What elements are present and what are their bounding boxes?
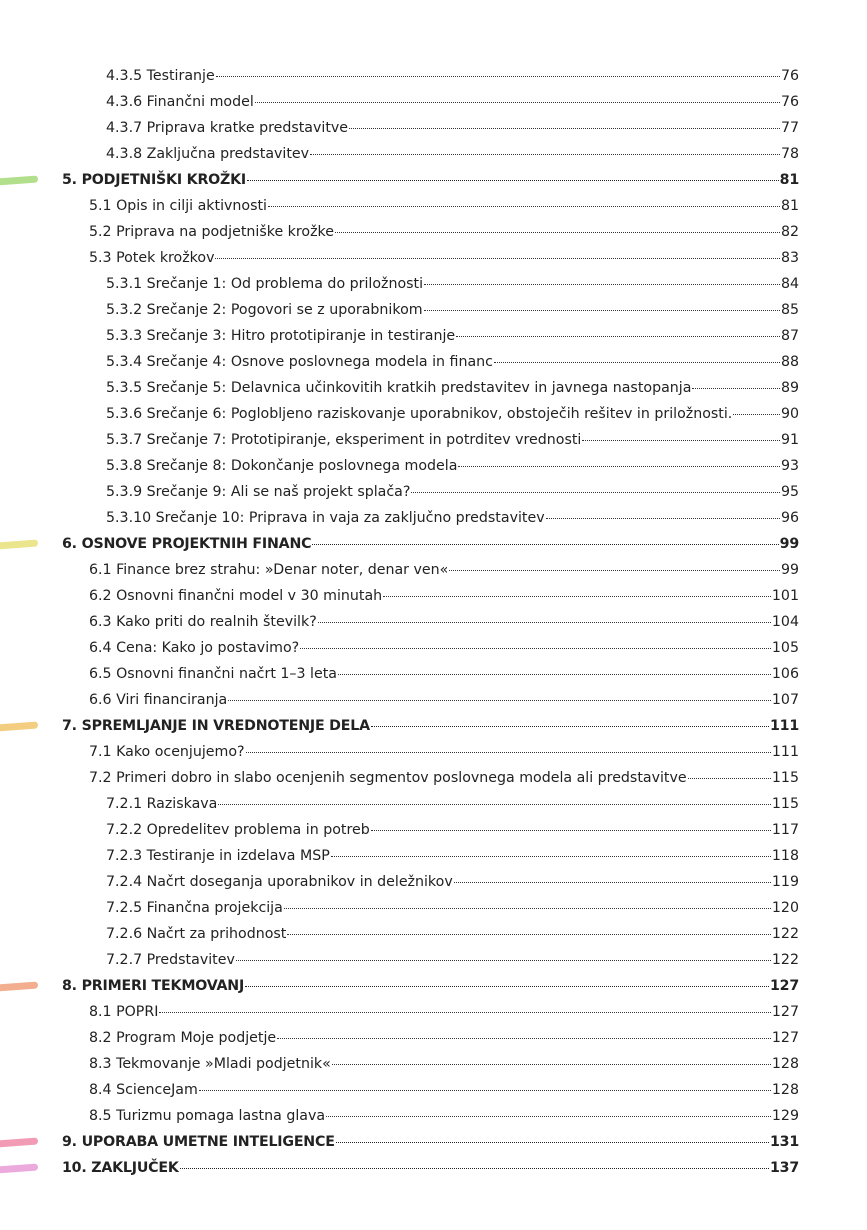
toc-entry: [106, 141, 799, 167]
toc-page-number: 127: [771, 1030, 799, 1046]
toc-page-number: 127: [769, 978, 799, 994]
toc-page-number: 115: [771, 796, 799, 812]
toc-entry: [106, 843, 799, 869]
toc-entry: [106, 323, 799, 349]
toc-entry-row[interactable]: [0, 349, 867, 375]
toc-entry: [106, 869, 799, 895]
toc-entry-row[interactable]: [0, 89, 867, 115]
toc-entry-title: 8. PRIMERI TEKMOVANJ: [62, 978, 245, 994]
toc-entry: [62, 531, 799, 557]
toc-entry-row[interactable]: [0, 1103, 867, 1129]
highlighter-mark: [0, 1138, 38, 1148]
toc-entry-row[interactable]: [0, 635, 867, 661]
toc-entry-title: 7.2.6 Načrt za prihodnost: [106, 926, 287, 942]
dot-leader: [336, 1142, 769, 1143]
toc-entry-title: 5.3 Potek krožkov: [89, 250, 215, 266]
toc-entry-row[interactable]: [0, 323, 867, 349]
toc-entry-title: 7.2.5 Finančna projekcija: [106, 900, 283, 916]
toc-page-number: 95: [780, 484, 799, 500]
toc-entry: [106, 271, 799, 297]
toc-entry: [89, 661, 799, 687]
toc-page-number: 99: [779, 536, 799, 552]
toc-entry: [62, 1129, 799, 1155]
toc-entry-row[interactable]: [0, 921, 867, 947]
toc-page-number: 119: [771, 874, 799, 890]
toc-entry: [106, 791, 799, 817]
toc-entry: [89, 1025, 799, 1051]
dot-leader: [424, 310, 780, 311]
toc-entry-row[interactable]: [0, 999, 867, 1025]
dot-leader: [582, 440, 780, 441]
toc-entry: [62, 167, 799, 193]
toc-entry: [89, 999, 799, 1025]
toc-page-number: 128: [771, 1082, 799, 1098]
toc-entry-title: 6.1 Finance brez strahu: »Denar noter, denar ven«: [89, 562, 449, 578]
dot-leader: [218, 804, 771, 805]
toc-entry-row[interactable]: [0, 375, 867, 401]
toc-page-number: 106: [771, 666, 799, 682]
toc-page-number: 105: [771, 640, 799, 656]
dot-leader: [326, 1116, 771, 1117]
dot-leader: [456, 336, 780, 337]
toc-page-number: 84: [780, 276, 799, 292]
dot-leader: [287, 934, 771, 935]
toc-entry-row[interactable]: [0, 193, 867, 219]
dot-leader: [424, 284, 780, 285]
toc-page-number: 115: [771, 770, 799, 786]
toc-entry: [106, 115, 799, 141]
toc-page-number: 122: [771, 952, 799, 968]
toc-page-number: 101: [771, 588, 799, 604]
dot-leader: [310, 154, 780, 155]
toc-entry-title: 5.3.1 Srečanje 1: Od problema do priložnosti: [106, 276, 424, 292]
dot-leader: [284, 908, 771, 909]
toc-page-number: 111: [769, 718, 799, 734]
toc-page-number: 131: [769, 1134, 799, 1150]
dot-leader: [228, 700, 771, 701]
toc-page-number: 107: [771, 692, 799, 708]
dot-leader: [688, 778, 771, 779]
toc-entry-row[interactable]: [0, 427, 867, 453]
toc-page-number: 87: [780, 328, 799, 344]
toc-entry-title: 7.2.1 Raziskava: [106, 796, 218, 812]
toc-entry-row[interactable]: [0, 947, 867, 973]
toc-entry: [106, 947, 799, 973]
toc-page-number: 81: [779, 172, 799, 188]
toc-entry-title: 6. OSNOVE PROJEKTNIH FINANC: [62, 536, 312, 552]
toc-entry-title: 7. SPREMLJANJE IN VREDNOTENJE DELA: [62, 718, 370, 734]
toc-entry: [89, 687, 799, 713]
dot-leader: [331, 856, 771, 857]
toc-entry: [62, 713, 799, 739]
highlighter-mark: [0, 540, 38, 550]
toc-entry: [106, 921, 799, 947]
dot-leader: [349, 128, 780, 129]
toc-entry-title: 10. ZAKLJUČEK: [62, 1160, 179, 1176]
toc-entry-title: 6.6 Viri financiranja: [89, 692, 228, 708]
toc-chapter-row[interactable]: [0, 713, 867, 739]
toc-entry: [89, 219, 799, 245]
dot-leader: [411, 492, 780, 493]
toc-entry: [89, 609, 799, 635]
toc-entry-row[interactable]: [0, 609, 867, 635]
toc-entry: [89, 1103, 799, 1129]
toc-page-number: 85: [780, 302, 799, 318]
toc-page-number: 78: [780, 146, 799, 162]
highlighter-mark: [0, 722, 38, 732]
toc-page-number: 120: [771, 900, 799, 916]
toc-entry-title: 6.5 Osnovni finančni načrt 1–3 leta: [89, 666, 337, 682]
toc-entry: [89, 1051, 799, 1077]
toc-page-number: 88: [780, 354, 799, 370]
dot-leader: [312, 544, 778, 545]
toc-entry-title: 7.1 Kako ocenjujemo?: [89, 744, 245, 760]
toc-entry-title: 8.4 ScienceJam: [89, 1082, 198, 1098]
toc-entry-row[interactable]: [0, 271, 867, 297]
toc-entry: [106, 349, 799, 375]
toc-page-number: 90: [780, 406, 799, 422]
toc-page-number: 89: [780, 380, 799, 396]
toc-page-number: 96: [780, 510, 799, 526]
toc-chapter-row[interactable]: [0, 1155, 867, 1181]
toc-entry: [89, 557, 799, 583]
toc-entry-row[interactable]: [0, 765, 867, 791]
dot-leader: [215, 258, 779, 259]
dot-leader: [246, 752, 771, 753]
toc-entry: [89, 1077, 799, 1103]
toc-entry-row[interactable]: [0, 895, 867, 921]
toc-entry-row[interactable]: [0, 817, 867, 843]
toc-entry: [62, 973, 799, 999]
toc-entry-title: 8.2 Program Moje podjetje: [89, 1030, 277, 1046]
toc-entry-title: 5.3.5 Srečanje 5: Delavnica učinkovitih kratkih predstavitev in javnega nastopanja: [106, 380, 692, 396]
dot-leader: [247, 180, 779, 181]
toc-entry: [106, 375, 799, 401]
dot-leader: [180, 1168, 769, 1169]
toc-page-number: 122: [771, 926, 799, 942]
toc-entry-title: 7.2.2 Opredelitev problema in potreb: [106, 822, 370, 838]
highlighter-mark: [0, 982, 38, 992]
dot-leader: [335, 232, 780, 233]
toc-entry-row[interactable]: [0, 63, 867, 89]
dot-leader: [383, 596, 771, 597]
toc-entry-row[interactable]: [0, 453, 867, 479]
toc-entry-title: 8.1 POPRI: [89, 1004, 159, 1020]
toc-entry-row[interactable]: [0, 687, 867, 713]
toc-entry: [106, 427, 799, 453]
toc-entry: [106, 895, 799, 921]
dot-leader: [245, 986, 769, 987]
toc-entry: [106, 63, 799, 89]
toc-entry-row[interactable]: [0, 245, 867, 271]
toc-entry-title: 4.3.8 Zaključna predstavitev: [106, 146, 310, 162]
dot-leader: [692, 388, 780, 389]
dot-leader: [159, 1012, 771, 1013]
dot-leader: [454, 882, 771, 883]
toc-entry-title: 5.3.7 Srečanje 7: Prototipiranje, eksperiment in potrditev vrednosti: [106, 432, 582, 448]
toc-entry: [106, 817, 799, 843]
toc-page-number: 82: [780, 224, 799, 240]
toc-entry-row[interactable]: [0, 583, 867, 609]
toc-entry-title: 7.2.7 Predstavitev: [106, 952, 235, 968]
toc-entry-row[interactable]: [0, 557, 867, 583]
dot-leader: [300, 648, 771, 649]
toc-entry-title: 6.3 Kako priti do realnih številk?: [89, 614, 317, 630]
toc-entry-row[interactable]: [0, 843, 867, 869]
toc-entry-title: 5.3.9 Srečanje 9: Ali se naš projekt splača?: [106, 484, 411, 500]
toc-entry-title: 5.3.3 Srečanje 3: Hitro prototipiranje in testiranje: [106, 328, 456, 344]
dot-leader: [199, 1090, 771, 1091]
toc-entry: [106, 479, 799, 505]
toc-entry-title: 7.2.3 Testiranje in izdelava MSP: [106, 848, 330, 864]
toc-entry-title: 5.3.10 Srečanje 10: Priprava in vaja za zaključno predstavitev: [106, 510, 545, 526]
toc-entry-title: 5.3.6 Srečanje 6: Poglobljeno raziskovanje uporabnikov, obstoječih rešitev in priložnosti.: [106, 406, 733, 422]
dot-leader: [449, 570, 780, 571]
toc-entry-title: 4.3.5 Testiranje: [106, 68, 215, 84]
toc-entry: [106, 505, 799, 531]
dot-leader: [318, 622, 771, 623]
toc-page-number: 129: [771, 1108, 799, 1124]
dot-leader: [332, 1064, 771, 1065]
toc-entry-row[interactable]: [0, 791, 867, 817]
toc-entry-title: 7.2.4 Načrt doseganja uporabnikov in deležnikov: [106, 874, 453, 890]
toc-entry-row[interactable]: [0, 401, 867, 427]
toc-entry: [89, 635, 799, 661]
toc-entry: [89, 583, 799, 609]
toc-entry-title: 8.5 Turizmu pomaga lastna glava: [89, 1108, 326, 1124]
toc-entry-title: 9. UPORABA UMETNE INTELIGENCE: [62, 1134, 335, 1150]
toc-page-number: 118: [771, 848, 799, 864]
toc-page-number: 77: [780, 120, 799, 136]
toc-entry-row[interactable]: [0, 141, 867, 167]
toc-entry-row[interactable]: [0, 739, 867, 765]
toc-entry-row[interactable]: [0, 297, 867, 323]
toc-entry-title: 5.1 Opis in cilji aktivnosti: [89, 198, 267, 214]
toc-entry-row[interactable]: [0, 505, 867, 531]
toc-page-number: 91: [780, 432, 799, 448]
toc-page-number: 99: [780, 562, 799, 578]
toc-entry-title: 6.4 Cena: Kako jo postavimo?: [89, 640, 300, 656]
dot-leader: [255, 102, 780, 103]
toc-entry: [62, 1155, 799, 1181]
toc-entry-row[interactable]: [0, 1051, 867, 1077]
dot-leader: [371, 830, 771, 831]
toc-entry: [106, 297, 799, 323]
toc-page-number: 127: [771, 1004, 799, 1020]
toc-entry-row[interactable]: [0, 661, 867, 687]
toc-entry-row[interactable]: [0, 869, 867, 895]
toc-chapter-row[interactable]: [0, 973, 867, 999]
toc-entry-row[interactable]: [0, 219, 867, 245]
dot-leader: [371, 726, 769, 727]
toc-entry-row[interactable]: [0, 1025, 867, 1051]
dot-leader: [277, 1038, 771, 1039]
toc-chapter-row[interactable]: [0, 531, 867, 557]
toc-chapter-row[interactable]: [0, 167, 867, 193]
dot-leader: [458, 466, 780, 467]
highlighter-mark: [0, 176, 38, 186]
dot-leader: [546, 518, 780, 519]
toc-entry-title: 7.2 Primeri dobro in slabo ocenjenih segmentov poslovnega modela ali predstavitve: [89, 770, 687, 786]
toc-entry-title: 5.3.4 Srečanje 4: Osnove poslovnega modela in financ: [106, 354, 493, 370]
toc-page-number: 117: [771, 822, 799, 838]
toc-page-number: 81: [780, 198, 799, 214]
table-of-contents: [0, 63, 867, 1181]
toc-entry-title: 8.3 Tekmovanje »Mladi podjetnik«: [89, 1056, 331, 1072]
toc-page-number: 76: [780, 68, 799, 84]
toc-chapter-row[interactable]: [0, 1129, 867, 1155]
dot-leader: [216, 76, 780, 77]
toc-entry-row[interactable]: [0, 115, 867, 141]
dot-leader: [268, 206, 780, 207]
toc-entry: [106, 89, 799, 115]
toc-entry-title: 5.2 Priprava na podjetniške krožke: [89, 224, 334, 240]
toc-page-number: 104: [771, 614, 799, 630]
toc-entry-title: 5.3.2 Srečanje 2: Pogovori se z uporabnikom: [106, 302, 423, 318]
dot-leader: [236, 960, 771, 961]
toc-entry-title: 5.3.8 Srečanje 8: Dokončanje poslovnega modela: [106, 458, 458, 474]
toc-entry: [89, 193, 799, 219]
toc-entry-row[interactable]: [0, 479, 867, 505]
toc-entry-row[interactable]: [0, 1077, 867, 1103]
toc-page-number: 128: [771, 1056, 799, 1072]
toc-entry-title: 4.3.7 Priprava kratke predstavitve: [106, 120, 349, 136]
toc-page-number: 83: [780, 250, 799, 266]
toc-page-number: 111: [771, 744, 799, 760]
toc-entry: [89, 739, 799, 765]
toc-page-number: 137: [769, 1160, 799, 1176]
toc-page-number: 93: [780, 458, 799, 474]
toc-entry-title: 5. PODJETNIŠKI KROŽKI: [62, 172, 247, 188]
dot-leader: [733, 414, 780, 415]
highlighter-mark: [0, 1164, 38, 1174]
toc-entry-title: 6.2 Osnovni finančni model v 30 minutah: [89, 588, 383, 604]
dot-leader: [494, 362, 780, 363]
toc-entry: [89, 245, 799, 271]
toc-entry-title: 4.3.6 Finančni model: [106, 94, 254, 110]
toc-page-number: 76: [780, 94, 799, 110]
toc-entry: [106, 453, 799, 479]
toc-entry: [89, 765, 799, 791]
dot-leader: [338, 674, 771, 675]
toc-entry: [106, 401, 799, 427]
